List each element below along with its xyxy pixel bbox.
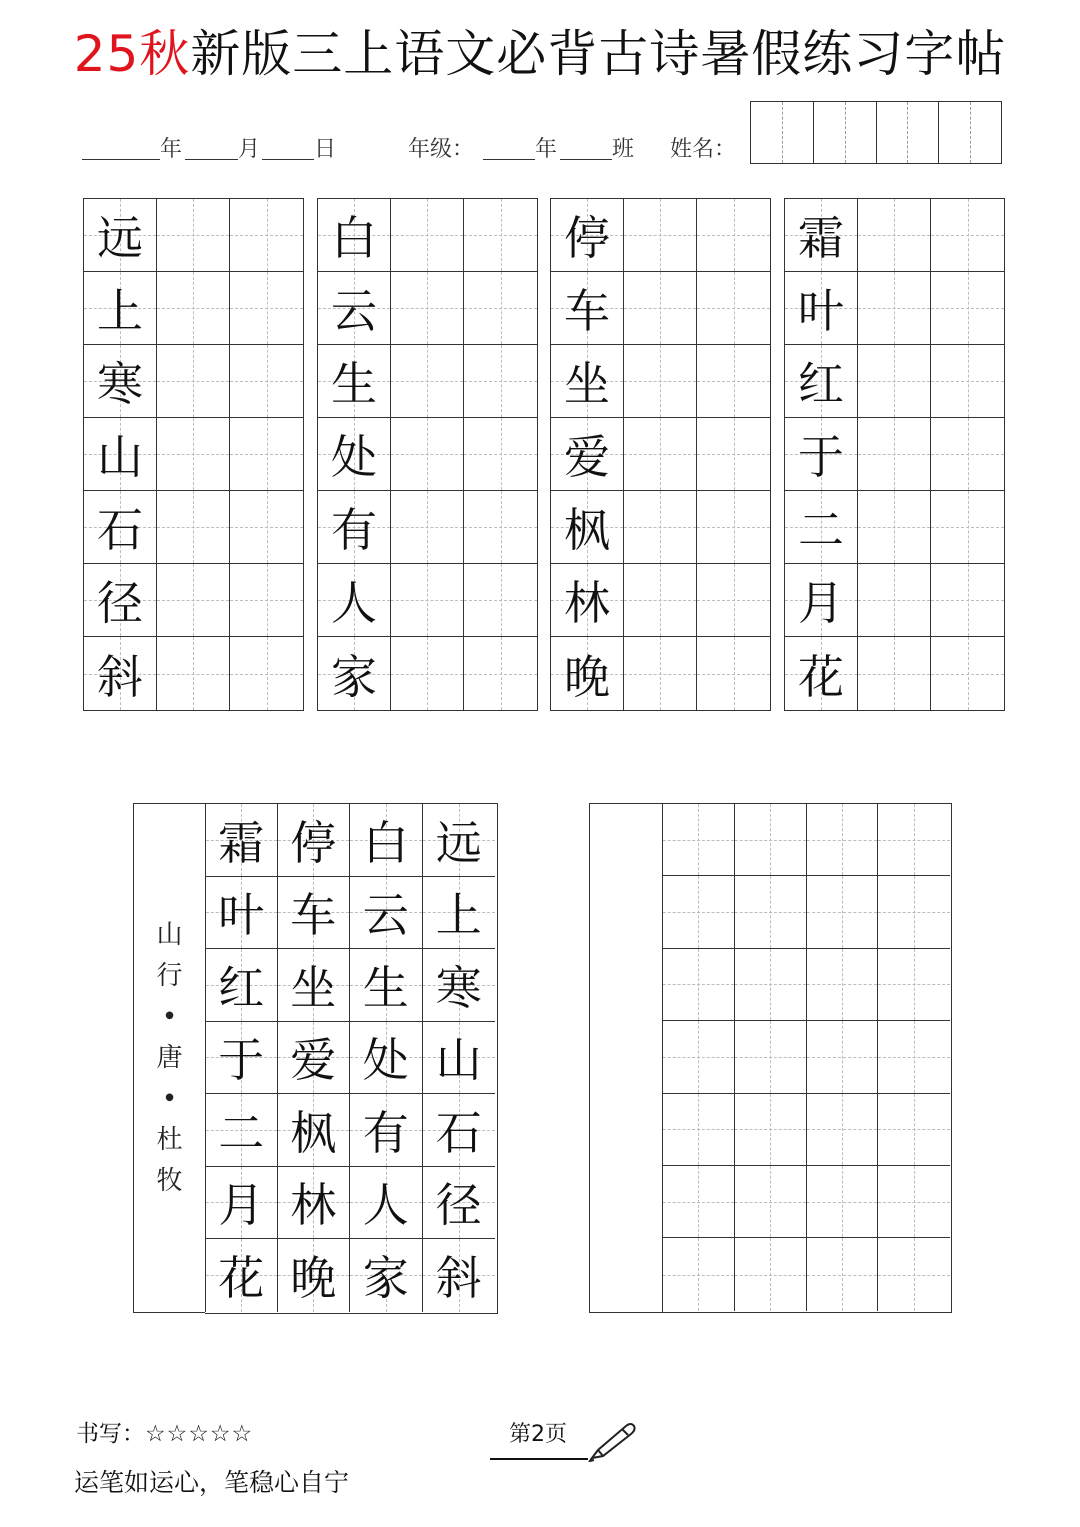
blank-grid-frame[interactable]	[662, 803, 952, 1313]
poem-cell	[350, 1167, 423, 1240]
poem-char: 晚	[564, 649, 610, 704]
poem-char: 山	[435, 1033, 482, 1088]
practice-cell[interactable]	[391, 418, 464, 491]
poem-char: 白	[331, 211, 377, 265]
char-cell	[318, 272, 391, 345]
practice-cell[interactable]	[157, 564, 230, 637]
poem-title-char: 杜	[156, 1124, 183, 1155]
poem-cell	[278, 804, 351, 877]
practice-cell[interactable]	[697, 491, 770, 564]
practice-cell[interactable]	[230, 199, 303, 272]
char-cell	[785, 418, 858, 491]
practice-cell[interactable]	[230, 491, 303, 564]
char-cell	[785, 199, 858, 272]
char-cell	[84, 345, 157, 418]
month-label: 月	[238, 137, 261, 162]
practice-cell[interactable]	[858, 345, 931, 418]
grade-year-blank[interactable]	[483, 159, 535, 160]
poem-char: 家	[362, 1251, 409, 1306]
practice-cell[interactable]	[391, 345, 464, 418]
poem-grid-frame	[205, 803, 498, 1314]
title-text: 新版三上语文必背古诗暑假练习字帖	[190, 25, 1007, 83]
practice-cell[interactable]	[931, 345, 1004, 418]
poem-char: 斜	[97, 649, 143, 704]
poem-cell	[350, 877, 423, 950]
practice-cell[interactable]	[230, 418, 303, 491]
pen-icon	[588, 1420, 638, 1462]
practice-cell[interactable]	[858, 564, 931, 637]
poem-char: 处	[331, 430, 377, 484]
name-box[interactable]	[877, 102, 940, 163]
poem-cell	[205, 877, 278, 950]
poem-char: 斜	[435, 1251, 482, 1306]
char-cell	[318, 345, 391, 418]
day-blank[interactable]	[262, 159, 314, 160]
practice-cell[interactable]	[735, 876, 807, 948]
poem-cell	[423, 1022, 496, 1095]
poem-char: 远	[97, 211, 143, 265]
grade-class-label: 班	[612, 137, 635, 162]
poem-char: 石	[97, 503, 143, 557]
char-cell	[84, 564, 157, 637]
poem-char: 爱	[564, 430, 610, 484]
poem-title-char: 唐	[156, 1042, 183, 1073]
practice-cell[interactable]	[807, 949, 879, 1021]
poem-char: 云	[331, 284, 377, 338]
poem-char: 上	[97, 284, 143, 338]
practice-cell[interactable]	[931, 418, 1004, 491]
char-cell	[785, 491, 858, 564]
practice-cell[interactable]	[931, 272, 1004, 345]
poem-char: 爱	[290, 1033, 337, 1088]
motto: 运笔如运心，笔稳心自宁	[74, 1468, 350, 1497]
poem-char: 人	[331, 576, 377, 630]
poem-cell	[350, 949, 423, 1022]
poem-cell	[205, 949, 278, 1022]
poem-char: 生	[362, 960, 409, 1015]
practice-cell[interactable]	[697, 345, 770, 418]
practice-cell[interactable]	[464, 637, 537, 710]
poem-char: 红	[798, 357, 844, 411]
poem-char: 径	[97, 576, 143, 630]
practice-cell[interactable]	[807, 1021, 879, 1093]
rating	[76, 1415, 253, 1448]
practice-cell[interactable]	[858, 272, 931, 345]
poem-char: 霜	[798, 211, 844, 265]
poem-cell	[205, 1022, 278, 1095]
practice-cell[interactable]	[624, 564, 697, 637]
char-cell	[318, 199, 391, 272]
practice-cell[interactable]	[858, 491, 931, 564]
practice-cell[interactable]	[807, 1238, 879, 1310]
char-cell	[551, 345, 624, 418]
practice-cell[interactable]	[624, 345, 697, 418]
char-cell	[84, 418, 157, 491]
char-cell	[318, 418, 391, 491]
poem-cell	[423, 1167, 496, 1240]
char-cell	[551, 199, 624, 272]
poem-char: 径	[435, 1178, 482, 1233]
char-cell	[785, 272, 858, 345]
practice-cell[interactable]	[663, 1094, 735, 1166]
practice-cell[interactable]	[663, 804, 735, 876]
rating-stars[interactable]: ☆☆☆☆☆	[145, 1421, 254, 1447]
char-cell	[785, 637, 858, 710]
day-label: 日	[314, 137, 337, 162]
poem-char: 红	[218, 960, 265, 1015]
practice-cell[interactable]	[230, 272, 303, 345]
name-box[interactable]	[814, 102, 877, 163]
poem-cell	[205, 1239, 278, 1312]
practice-cell[interactable]	[697, 272, 770, 345]
practice-cell[interactable]	[878, 1238, 950, 1310]
poem-cell	[423, 949, 496, 1022]
page-number: 第2页	[509, 1422, 567, 1447]
poem-char: 寒	[435, 960, 482, 1015]
poem-char: 山	[97, 430, 143, 484]
practice-cell[interactable]	[157, 418, 230, 491]
char-cell	[551, 637, 624, 710]
practice-block	[83, 198, 304, 711]
poem-title-char: 行	[156, 960, 183, 991]
year-blank[interactable]	[82, 159, 160, 160]
practice-cell[interactable]	[663, 949, 735, 1021]
poem-char: 枫	[564, 503, 610, 557]
poem-cell	[350, 1094, 423, 1167]
poem-char: 云	[362, 888, 409, 943]
grade-class-blank[interactable]	[560, 159, 612, 160]
practice-cell[interactable]	[391, 637, 464, 710]
poem-title-char: 牧	[156, 1165, 183, 1196]
poem-title-char: •	[161, 1083, 178, 1114]
practice-cell[interactable]	[624, 199, 697, 272]
practice-block	[550, 198, 771, 711]
poem-char: 于	[798, 430, 844, 484]
char-cell	[551, 564, 624, 637]
char-cell	[318, 564, 391, 637]
practice-cell[interactable]	[878, 949, 950, 1021]
practice-cell[interactable]	[878, 1166, 950, 1238]
poem-char: 白	[362, 815, 409, 870]
practice-cell[interactable]	[157, 491, 230, 564]
year-label: 年	[160, 137, 183, 162]
poem-char: 林	[290, 1178, 337, 1233]
char-cell	[84, 491, 157, 564]
poem-char: 上	[435, 888, 482, 943]
poem-cell	[423, 1094, 496, 1167]
poem-title-char: •	[161, 1001, 178, 1032]
poem-cell	[278, 1167, 351, 1240]
practice-cell[interactable]	[931, 491, 1004, 564]
poem-char: 花	[798, 649, 844, 704]
page-underline	[490, 1458, 588, 1460]
char-cell	[551, 418, 624, 491]
practice-cell[interactable]	[624, 272, 697, 345]
poem-cell	[278, 1094, 351, 1167]
char-cell	[785, 345, 858, 418]
poem-char: 林	[564, 576, 610, 630]
poem-cell	[350, 1239, 423, 1312]
char-cell	[318, 491, 391, 564]
practice-cell[interactable]	[464, 418, 537, 491]
poem-char: 坐	[290, 960, 337, 1015]
practice-cell[interactable]	[464, 345, 537, 418]
practice-cell[interactable]	[807, 1094, 879, 1166]
practice-cell[interactable]	[391, 272, 464, 345]
poem-char: 叶	[218, 888, 265, 943]
practice-cell[interactable]	[157, 345, 230, 418]
grade-year-label: 年	[535, 137, 558, 162]
practice-cell[interactable]	[230, 345, 303, 418]
char-cell	[785, 564, 858, 637]
practice-cell[interactable]	[157, 637, 230, 710]
rating-label: 书写：	[76, 1421, 145, 1447]
poem-cell	[205, 1094, 278, 1167]
name-box[interactable]	[751, 102, 814, 163]
poem-char: 月	[798, 576, 844, 630]
practice-cell[interactable]	[663, 1021, 735, 1093]
char-cell	[84, 272, 157, 345]
practice-cell[interactable]	[230, 637, 303, 710]
practice-cell[interactable]	[391, 199, 464, 272]
practice-cell[interactable]	[157, 272, 230, 345]
practice-cell[interactable]	[735, 1166, 807, 1238]
practice-cell[interactable]	[878, 1094, 950, 1166]
poem-cell	[278, 949, 351, 1022]
poem-cell	[423, 877, 496, 950]
poem-char: 处	[362, 1033, 409, 1088]
poem-cell	[350, 804, 423, 877]
practice-cell[interactable]	[663, 1166, 735, 1238]
poem-char: 坐	[564, 357, 610, 411]
month-blank[interactable]	[185, 159, 238, 160]
poem-cell	[278, 1239, 351, 1312]
practice-cell[interactable]	[931, 199, 1004, 272]
practice-cell[interactable]	[663, 1238, 735, 1310]
poem-cell	[205, 1167, 278, 1240]
practice-cell[interactable]	[391, 491, 464, 564]
practice-cell[interactable]	[697, 564, 770, 637]
practice-cell[interactable]	[697, 418, 770, 491]
poem-char: 远	[435, 815, 482, 870]
poem-char: 生	[331, 357, 377, 411]
blank-title-column[interactable]	[589, 803, 663, 1313]
char-cell	[551, 491, 624, 564]
poem-char: 有	[362, 1105, 409, 1160]
practice-cell[interactable]	[858, 199, 931, 272]
practice-cell[interactable]	[230, 564, 303, 637]
practice-cell[interactable]	[878, 876, 950, 948]
poem-char: 二	[218, 1105, 265, 1160]
char-cell	[551, 272, 624, 345]
practice-cell[interactable]	[735, 1021, 807, 1093]
practice-cell[interactable]	[858, 418, 931, 491]
poem-char: 家	[331, 649, 377, 704]
poem-title-char: 山	[156, 919, 183, 950]
practice-cell[interactable]	[931, 564, 1004, 637]
poem-cell	[350, 1022, 423, 1095]
practice-cell[interactable]	[391, 564, 464, 637]
practice-cell[interactable]	[697, 637, 770, 710]
practice-cell[interactable]	[858, 637, 931, 710]
poem-char: 叶	[798, 284, 844, 338]
poem-cell	[205, 804, 278, 877]
poem-char: 有	[331, 503, 377, 557]
practice-cell[interactable]	[624, 491, 697, 564]
poem-char: 二	[798, 503, 844, 557]
poem-cell	[278, 877, 351, 950]
poem-char: 于	[218, 1033, 265, 1088]
practice-cell[interactable]	[807, 1166, 879, 1238]
practice-cell[interactable]	[157, 199, 230, 272]
practice-cell[interactable]	[464, 272, 537, 345]
practice-cell[interactable]	[735, 1238, 807, 1310]
poem-char: 霜	[218, 815, 265, 870]
practice-cell[interactable]	[735, 804, 807, 876]
char-cell	[84, 199, 157, 272]
name-boxes[interactable]	[750, 101, 1002, 164]
practice-cell[interactable]	[735, 1094, 807, 1166]
title-highlight: 25秋	[73, 25, 191, 83]
poem-title-column	[133, 803, 206, 1313]
poem-char: 停	[564, 211, 610, 265]
practice-cell[interactable]	[464, 564, 537, 637]
poem-char: 月	[218, 1178, 265, 1233]
practice-cell[interactable]	[464, 199, 537, 272]
poem-cell	[423, 804, 496, 877]
practice-cell[interactable]	[464, 491, 537, 564]
practice-cell[interactable]	[663, 876, 735, 948]
poem-char: 花	[218, 1251, 265, 1306]
char-cell	[84, 637, 157, 710]
poem-char: 停	[290, 815, 337, 870]
char-cell	[318, 637, 391, 710]
practice-block	[317, 198, 538, 711]
poem-char: 寒	[97, 357, 143, 411]
practice-cell[interactable]	[807, 876, 879, 948]
poem-char: 石	[435, 1105, 482, 1160]
name-box[interactable]	[939, 102, 1001, 163]
practice-cell[interactable]	[624, 637, 697, 710]
name-label: 姓名：	[670, 137, 737, 162]
poem-char: 枫	[290, 1105, 337, 1160]
poem-char: 晚	[290, 1251, 337, 1306]
poem-char: 车	[290, 888, 337, 943]
poem-cell	[423, 1239, 496, 1312]
practice-cell[interactable]	[878, 804, 950, 876]
practice-cell[interactable]	[878, 1021, 950, 1093]
practice-cell[interactable]	[807, 804, 879, 876]
grade-label: 年级：	[408, 137, 475, 162]
practice-cell[interactable]	[735, 949, 807, 1021]
practice-cell[interactable]	[697, 199, 770, 272]
page-title	[0, 22, 1080, 86]
poem-char: 车	[564, 284, 610, 338]
poem-cell	[278, 1022, 351, 1095]
practice-block	[784, 198, 1005, 711]
poem-char: 人	[362, 1178, 409, 1233]
practice-cell[interactable]	[931, 637, 1004, 710]
practice-cell[interactable]	[624, 418, 697, 491]
